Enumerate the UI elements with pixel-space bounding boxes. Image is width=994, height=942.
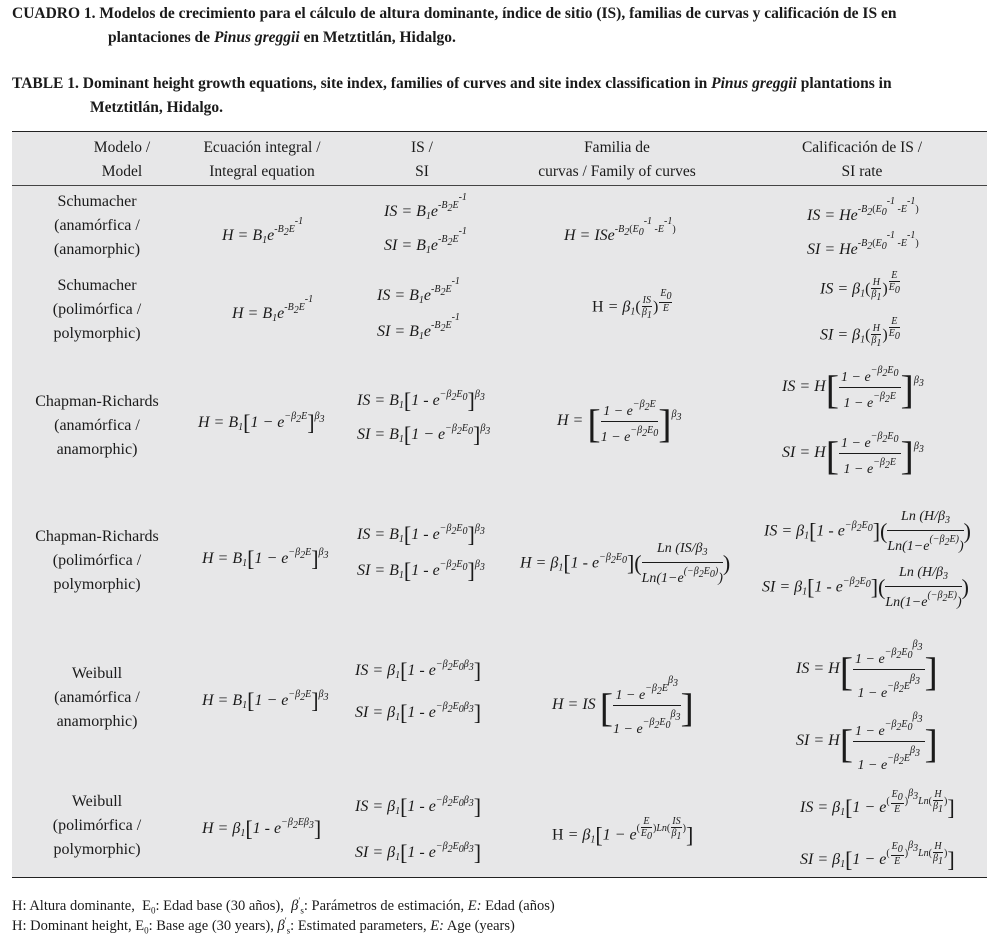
equation-si: SI = $B_1[1 - e^{-\beta_2E_0}]^{\beta_3}$ bbox=[357, 558, 485, 583]
equation-family: $H = \beta_1[1 - e^{( \frac{E}{E_0} )Ln( \frac{IS}{\beta_1} )}]$ bbox=[552, 816, 694, 848]
row-model-name: Schumacher (polimórfica / polymorphic) bbox=[52, 277, 142, 342]
equation-is-rate: IS = $\beta_1$( $\frac{H}{\beta_1}$ ) $^{\frac{E}{E_0}}$ bbox=[820, 270, 900, 303]
equation-si: SI = $\beta_1[1 - e^{-\beta_2E_0\beta_3}]$ bbox=[355, 840, 482, 865]
equation-si: SI = $B_1e^{-B_2E^{-1}}$ bbox=[384, 226, 467, 256]
equation-si: SI = $B_1[1 - e^{-\beta_2E_0}]^{\beta_3}$ bbox=[357, 422, 491, 447]
footnote-english: H: Dominant height, $E_0$: Base age (30 years), $\beta'_s$: Estimated parameters, E: Age (years) bbox=[12, 916, 515, 936]
footnote-spanish: H: Altura dominante, $E_0$: Edad base (30 años), $\beta'_s$: Parámetros de estimación, E: Edad (años) bbox=[12, 896, 555, 916]
caption-spanish bbox=[12, 2, 987, 50]
equation-is-rate: IS = H[ $\frac{1 - e^{-\beta_2E_0^{\beta_3}}}{1 - e^{-\beta_2E^{\beta_3}}}$ ] bbox=[796, 636, 938, 703]
caption-species: Pinus greggii bbox=[711, 75, 797, 92]
equation-integral: $H = B_1e^{-B_2E^{-1}}$ bbox=[222, 216, 304, 246]
row-model-name: Schumacher (anamórfica / (anamorphic) bbox=[53, 193, 141, 258]
equation-is: IS = $B_1e^{-B_2E^{-1}}$ bbox=[377, 276, 460, 306]
equation-is-rate: IS = H[ $\frac{1 - e^{-\beta_2E_0}}{1 - e^{-\beta_2E}}$ ]$^{\beta_3}$ bbox=[782, 362, 924, 413]
caption-label: CUADRO 1. bbox=[12, 5, 96, 22]
caption-line1-post: plantations in bbox=[800, 75, 892, 92]
equation-is: IS = $\beta_1[1 - e^{-\beta_2E_0\beta_3}]$ bbox=[355, 794, 482, 819]
header-model: Modelo / Model bbox=[93, 139, 151, 180]
equation-integral: $H = B_1[1 - e^{-\beta_2E}]^{\beta_3}$ bbox=[202, 546, 329, 571]
equation-is-rate: IS = $\beta_1[1 - e^{-\beta_2E_0}]$( $\frac{Ln (H/\beta_3}{Ln(1-e^{(-\beta_2E)})}$ ) bbox=[764, 509, 971, 554]
caption-line1-pre: Dominant height growth equations, site index, families of curves and site index classification in bbox=[82, 75, 708, 92]
equation-is: IS = $B_1e^{-B_2E^{-1}}$ bbox=[384, 192, 467, 222]
equation-integral: $H = B_1[1 - e^{-\beta_2E}]^{\beta_3}$ bbox=[202, 688, 329, 713]
equation-is: IS = $B_1[1 - e^{-\beta_2E_0}]^{\beta_3}$ bbox=[357, 522, 485, 547]
equation-si-rate: SI = $\beta_1$( $\frac{H}{\beta_1}$ ) $^{\frac{E}{E_0}}$ bbox=[820, 316, 900, 349]
caption-english bbox=[12, 72, 987, 120]
header-site-index: IS / SI bbox=[411, 139, 433, 180]
equation-si-rate: SI = H[ $\frac{1 - e^{-\beta_2E_0^{\beta_3}}}{1 - e^{-\beta_2E^{\beta_3}}}$ ] bbox=[796, 708, 938, 775]
header-si-rate: Calificación de IS / SI rate bbox=[801, 139, 923, 180]
header-divider bbox=[12, 185, 987, 186]
equation-si: SI = $B_1e^{-B_2E^{-1}}$ bbox=[377, 312, 460, 342]
row-model-name: Chapman-Richards (anamórfica / anamorphic) bbox=[35, 393, 159, 458]
equation-integral: $H = \beta_1[1 - e^{-\beta_2E\beta_3}]$ bbox=[202, 816, 322, 841]
caption-line2: Metztitlán, Hidalgo. bbox=[90, 99, 224, 116]
equation-family: H = ISe$^{-B_2(E_0^{-1} -E^{-1})}$ bbox=[564, 216, 676, 244]
caption-species: Pinus greggii bbox=[213, 29, 300, 46]
header-integral-equation: Ecuación integral / Integral equation bbox=[203, 139, 321, 180]
equation-is: IS = $\beta_1[1 - e^{-\beta_2E_0\beta_3}]$ bbox=[355, 658, 482, 683]
row-model-name: Chapman-Richards (polimórfica / polymorphic) bbox=[35, 528, 159, 593]
equation-si-rate: SI = H[ $\frac{1 - e^{-\beta_2E_0}}{1 - e^{-\beta_2E}}$ ]$^{\beta_3}$ bbox=[782, 428, 924, 479]
equation-family: H = [ $\frac{1 - e^{-\beta_2E}}{1 - e^{-\beta_2E_0}}$ ]$^{\beta_3}$ bbox=[557, 396, 682, 447]
equation-family: $H = \beta_1[1 - e^{-\beta_2E_0}]$( $\frac{Ln (IS/\beta_3}{Ln(1-e^{(-\beta_2E_0)})}$ ) bbox=[520, 541, 731, 586]
caption-line2-pre: plantaciones de bbox=[108, 29, 211, 46]
equation-si-rate: SI = $He^{-B_2(E_0^{-1} -E^{-1})}$ bbox=[807, 230, 919, 258]
equation-si: SI = $\beta_1[1 - e^{-\beta_2E_0\beta_3}]$ bbox=[355, 700, 482, 725]
models-table bbox=[12, 131, 987, 878]
equation-is-rate: IS = $\beta_1[1 - e^{( \frac{E_0}{E} )^{\beta_3}Ln( \frac{H}{\beta_1} )}]$ bbox=[800, 788, 955, 820]
equation-integral: $H = B_1[1 - e^{-\beta_2E}]^{\beta_3}$ bbox=[198, 410, 325, 435]
equation-si-rate: SI = $\beta_1[1 - e^{-\beta_2E_0}]$( $\frac{Ln (H/\beta_3}{Ln(1-e^{(-\beta_2E)})}$ ) bbox=[762, 565, 969, 610]
equation-integral: $H = B_1e^{-B_2E^{-1}}$ bbox=[232, 294, 314, 324]
equation-is-rate: IS = $He^{-B_2(E_0^{-1} -E^{-1})}$ bbox=[807, 196, 919, 224]
equation-family: H = IS [ $\frac{1 - e^{-\beta_2E^{\beta_3}}}{1 - e^{-\beta_2E_0^{\beta_3}}}$ ] bbox=[552, 672, 694, 739]
equation-family: $H = \beta_1$( $\frac{IS}{\beta_1}$ ) $^{\frac{E_0}{E}}$ bbox=[592, 288, 672, 321]
caption-line1: Modelos de crecimiento para el cálculo de altura dominante, índice de sitio (IS), familias de curvas y calificación de IS en bbox=[99, 5, 897, 22]
equation-si-rate: SI = $\beta_1[1 - e^{( \frac{E_0}{E} )^{\beta_3}Ln( \frac{H}{\beta_1} )}]$ bbox=[800, 840, 955, 872]
header-family-of-curves: Familia de curvas / Family of curves bbox=[538, 139, 696, 180]
equation-is: IS = $B_1[1 - e^{-\beta_2E_0}]^{\beta_3}$ bbox=[357, 388, 485, 413]
caption-label: TABLE 1. bbox=[12, 75, 79, 92]
row-model-name: Weibull (polimórfica / polymorphic) bbox=[52, 793, 142, 858]
row-model-name: Weibull (anamórfica / anamorphic) bbox=[54, 665, 140, 730]
caption-line2-post: en Metztitlán, Hidalgo. bbox=[303, 29, 456, 46]
